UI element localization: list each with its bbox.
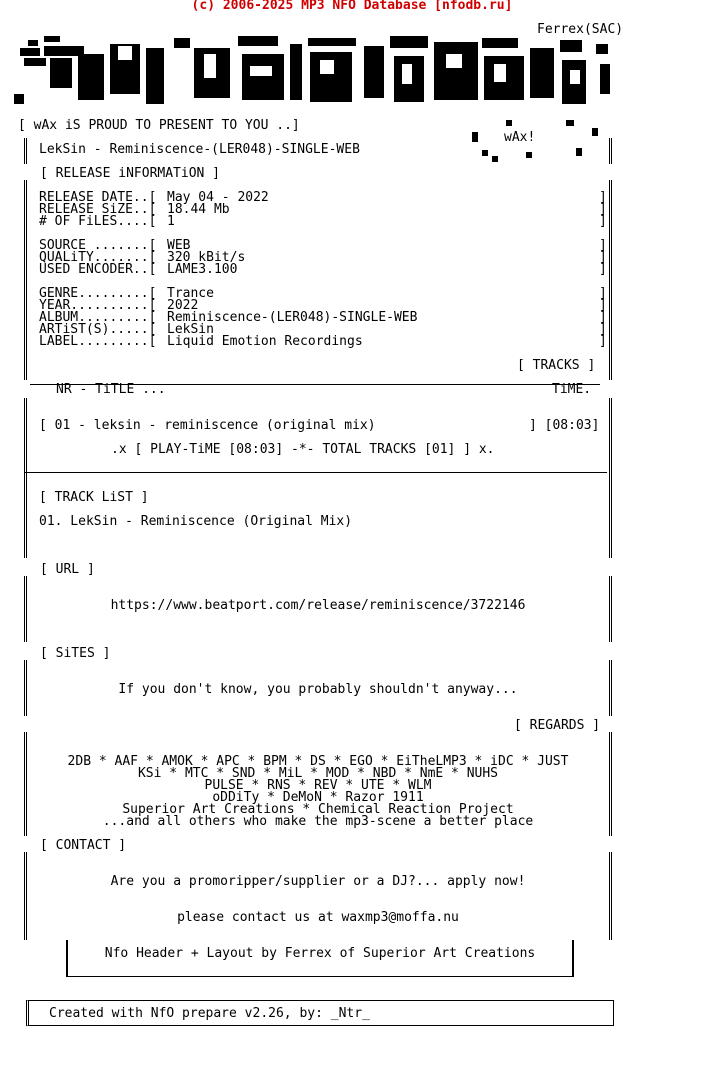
field-label: SOURCE .......[ — [39, 238, 157, 253]
col-nr-title: NR - TiTLE ... — [56, 382, 166, 397]
url-heading: [ URL ] — [40, 562, 95, 577]
field-close-bracket: ] — [599, 190, 607, 205]
field-value: 320 kBit/s — [167, 250, 246, 265]
credit-box — [66, 940, 574, 977]
regards-line: oDDiTy * DeMoN * Razor 1911 — [212, 790, 424, 805]
site-header: (c) 2006-2025 MP3 NFO Database [nfodb.ru] — [191, 0, 513, 13]
layout-credit: Nfo Header + Layout by Ferrex of Superior Art Creations — [104, 946, 536, 961]
field-value: 1 — [167, 214, 175, 229]
field-close-bracket: ] — [599, 334, 607, 349]
regards-line: 2DB * AAF * AMOK * APC * BPM * DS * EGO * EiTheLMP3 * iDC * JUST — [67, 754, 569, 769]
field-label: RELEASE DATE..[ — [39, 190, 157, 205]
field-value: LekSin — [167, 322, 214, 337]
sites-box — [24, 660, 612, 716]
artist-credit: Ferrex(SAC) — [537, 22, 624, 37]
field-close-bracket: ] — [599, 250, 607, 265]
sites-heading: [ SiTES ] — [40, 646, 111, 661]
release-info-box — [24, 180, 612, 380]
field-label: LABEL.........[ — [39, 334, 157, 349]
contact-box — [24, 852, 612, 940]
url-link[interactable]: https://www.beatport.com/release/reminiscence/3722146 — [110, 598, 526, 613]
regards-heading: [ REGARDS ] — [514, 718, 601, 733]
field-value: Trance — [167, 286, 214, 301]
track-row-time: ] [08:03] — [529, 418, 600, 433]
tracks-box — [24, 398, 612, 558]
field-close-bracket: ] — [599, 310, 607, 325]
group-tag: wAx! — [504, 130, 536, 145]
field-label: QUALiTY.......[ — [39, 250, 157, 265]
field-close-bracket: ] — [599, 202, 607, 217]
contact-heading: [ CONTACT ] — [40, 838, 127, 853]
field-label: ARTiST(S).....[ — [39, 322, 157, 337]
field-value: May 04 - 2022 — [167, 190, 269, 205]
field-close-bracket: ] — [599, 214, 607, 229]
field-label: GENRE.........[ — [39, 286, 157, 301]
regards-line: Superior Art Creations * Chemical Reaction Project — [122, 802, 514, 817]
field-value: Reminiscence-(LER048)-SINGLE-WEB — [167, 310, 418, 325]
wax-logo — [14, 34, 614, 114]
field-value: Liquid Emotion Recordings — [167, 334, 363, 349]
field-label: # OF FiLES....[ — [39, 214, 157, 229]
field-label: USED ENCODER..[ — [39, 262, 157, 277]
release-name: LekSin - Reminiscence-(LER048)-SINGLE-WEB — [39, 142, 360, 157]
created-with-box — [26, 1000, 614, 1026]
col-time: TiME. — [552, 382, 592, 397]
present-line: [ wAx iS PROUD TO PRESENT TO YOU ..] — [18, 118, 300, 133]
tracks-heading: [ TRACKS ] — [517, 358, 596, 373]
field-label: YEAR..........[ — [39, 298, 157, 313]
tracks-summary: .x [ PLAY-TiME [08:03] -*- TOTAL TRACKS [01] ] x. — [111, 442, 495, 457]
url-box — [24, 576, 612, 642]
field-close-bracket: ] — [599, 238, 607, 253]
field-value: WEB — [167, 238, 191, 253]
track-row-title: [ 01 - leksin - reminiscence (original mix) — [39, 418, 376, 433]
field-value: LAME3.100 — [167, 262, 238, 277]
sites-text: If you don't know, you probably shouldn't anyway... — [118, 682, 518, 697]
release-name-box — [24, 138, 612, 164]
field-value: 2022 — [167, 298, 199, 313]
track-list-heading: [ TRACK LiST ] — [39, 490, 149, 505]
track-list-item: 01. LekSin - Reminiscence (Original Mix) — [39, 514, 353, 529]
field-close-bracket: ] — [599, 298, 607, 313]
field-label: ALBUM.........[ — [39, 310, 157, 325]
field-close-bracket: ] — [599, 262, 607, 277]
field-value: 18.44 Mb — [167, 202, 230, 217]
created-with: Created with NfO prepare v2.26, by: _Ntr_ — [49, 1006, 370, 1021]
field-close-bracket: ] — [599, 322, 607, 337]
regards-line: PULSE * RNS * REV * UTE * WLM — [204, 778, 432, 793]
contact-line-1: Are you a promoripper/supplier or a DJ?... apply now! — [110, 874, 526, 889]
regards-line: KSi * MTC * SND * MiL * MOD * NBD * NmE * NUHS — [137, 766, 499, 781]
regards-box — [24, 732, 612, 836]
contact-line-2: please contact us at waxmp3@moffa.nu — [177, 910, 459, 925]
field-label: RELEASE SiZE..[ — [39, 202, 157, 217]
field-close-bracket: ] — [599, 286, 607, 301]
release-info-heading: [ RELEASE iNFORMATiON ] — [40, 166, 221, 181]
regards-line: ...and all others who make the mp3-scene a better place — [102, 814, 534, 829]
